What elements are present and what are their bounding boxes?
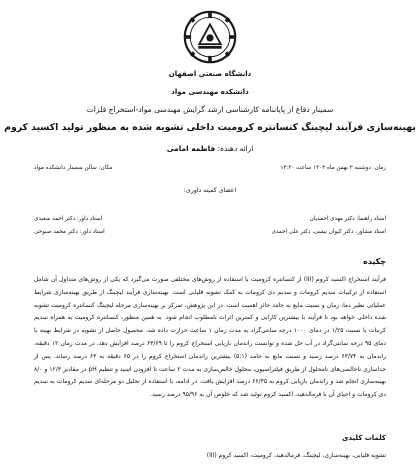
university-name: دانشگاه صنعتی اصفهان bbox=[168, 70, 252, 78]
judges-heading: اعضای کمیته داوری: bbox=[183, 187, 237, 194]
university-seal-icon bbox=[183, 10, 237, 64]
committee-row-1 bbox=[34, 216, 386, 222]
datetime-text: زمان: دوشنبه ۳ بهمن ماه ۱۴۰۴ ساعت ۱۴:۳۰ bbox=[280, 165, 386, 171]
presenter-name: فاطمه امامی bbox=[166, 144, 216, 153]
thesis-title: بهینه‌سازی فرآیند لیچینگ کنسانتره کرومیت داخلی تشویه شده به منظور تولید اکسید کروم bbox=[4, 122, 416, 133]
schedule-row bbox=[34, 165, 386, 171]
supervisor-text: استاد راهنما: دکتر مهدی احمدیان bbox=[309, 216, 386, 222]
keywords-heading: کلمات کلیدی bbox=[342, 434, 386, 442]
faculty-name: دانشکده مهندسی مواد bbox=[171, 88, 249, 96]
internal-examiner-text: استاد داور: دکتر احمد سعیدی bbox=[34, 216, 103, 222]
presenter-label: ارائه دهنده: bbox=[217, 144, 254, 153]
seminar-line: سمینار دفاع از پایاننامه کارشناسی ارشد گرایش مهندسی مواد-استخراج فلزات bbox=[86, 105, 334, 114]
abstract-text: فرآیند استخراج اکسید کروم (III) از کنسانتره کرومیت با استفاده از روش‌های مختلفی صورت می‌گیرد که یکی از روش‌های متداول آن شامل استفاده از ترکیبات سدیم کرومات و سدیم دی کرومات به کمک تشویه قلیایی است. بهینه‌سازی فرآیند لیچینگ از طریق بهینه‌سازی شرایط عملیاتی نظیر دما، زمان و نسبت مایع به جامد حائز اهمیت است. در این پژوهش، تمرکز بر بهینه‌سازی مرحله لیچینگ کنسانتره کرومیت تشویه شده داخلی خواهد بود تا فرآیند با بیشترین کارایی و کمترین اثرات نامطلوب انجام شود. به همین منظور، کنسانتره کرومیت به همراه سدیم کربنات با نسبت ۱/۲۵ در دمای ۱۰۰۰ درجه سانتی‌گراد به مدت زمان ۱ ساعت حرارت داده شد. محصول حاصل از تشویه در شرایط بهینه با دمای ۹۵ درجه سانتی‌گراد در آب حل شده و توانست راندمان بازیابی استخراج کروم را تا ۶۳/۶۹ درصد افزایش دهد. در مدت زمان ۱۲ دقیقه، راندمان به ۶۳/۷۴ درصد رسید و نسبت مایع به جامد (۵:۱) بیشترین راندمان استخراج کروم را در ۶۵ دقیقه به ۶۳ درصد رساند. پس از جداسازی ناخالصی‌های نامحلول از طریق فیلتراسیون، محلول خالص‌سازی به مدت ۲ ساعت تا افزودن اسید و تنظیم pH در مقادیر ۱۲/۳ و ۸/۰ بهینه‌سازی انجام شد و راندمان بازیابی کروم به ۶۶/۳۵ درصد افزایش یافت. در ادامه، با استفاده از تحلیل دو مرحله‌ای سدیم کرومات به سدیم دی کرومات و احیای آن با فرمالدهید، اکسید کروم تولید شد که خلوص آن به ۹۵/۹۶ درصد رسید. bbox=[34, 276, 386, 399]
external-examiner-text: استاد داور: دکتر محمد صبوحی bbox=[34, 229, 105, 235]
committee-row-2 bbox=[34, 229, 386, 235]
keywords-text: تشویه قلیایی، بهینه‌سازی، لیچینگ، فرمالدهید، کرومیت، اکسید کروم (III) bbox=[206, 452, 386, 459]
location-text: مکان: سالن سمینار دانشکده مواد bbox=[34, 165, 113, 171]
presenter-line bbox=[0, 144, 420, 153]
advisor-text: استاد مشاور: دکتر کیوان نیسی، دکتر علی احمدی bbox=[271, 229, 386, 235]
abstract-heading: چکیده bbox=[362, 257, 386, 266]
